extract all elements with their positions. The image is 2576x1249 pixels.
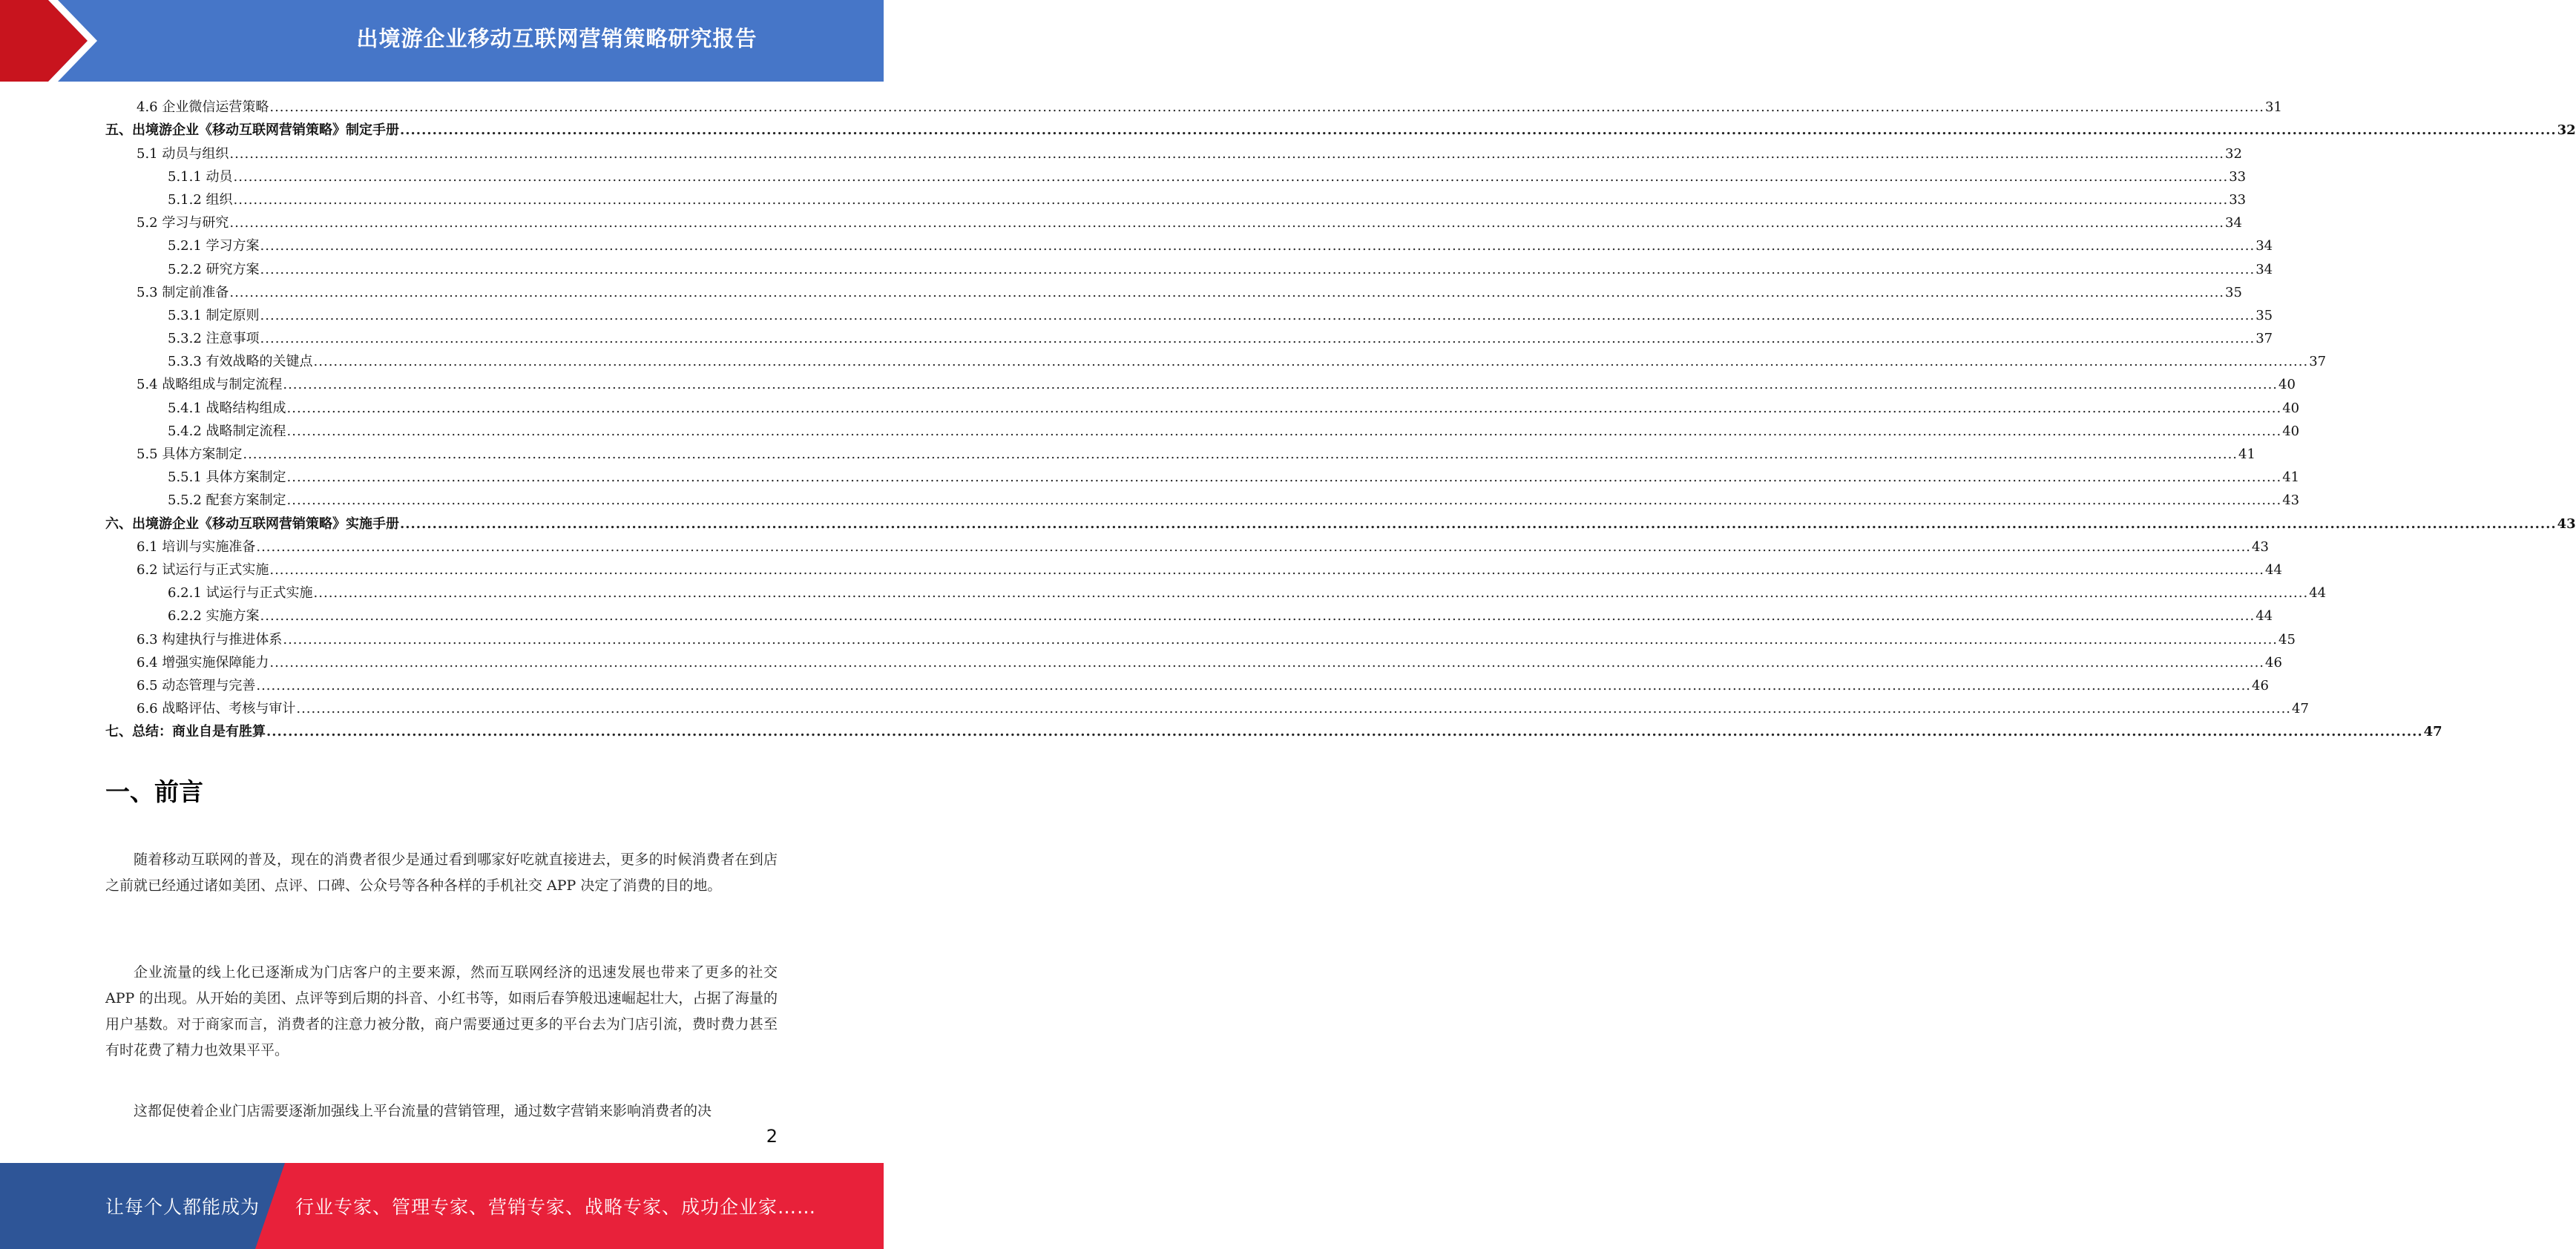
- toc-entry-label: 6.1 培训与实施准备: [137, 538, 256, 555]
- toc-entry[interactable]: [105, 210, 2242, 233]
- toc-leader-dots: ................................................................................................................................................................................................................................................................................................................................................................................................................: [269, 561, 2265, 578]
- toc-entry[interactable]: [105, 441, 2255, 464]
- paragraph-1: 随着移动互联网的普及，现在的消费者很少是通过看到哪家好吃就直接进去，更多的时候消费者在到店之前就已经通过诸如美团、点评、口碑、公众号等各种各样的手机社交 APP 决定了消费的目的地。: [105, 851, 778, 894]
- toc-leader-dots: ................................................................................................................................................................................................................................................................................................................................................................................................................: [269, 99, 2265, 116]
- toc-entry-page: 35: [2255, 307, 2273, 323]
- toc-entry[interactable]: [105, 395, 2300, 418]
- toc-entry-page: 32: [2225, 145, 2242, 162]
- toc-entry[interactable]: [105, 603, 2273, 626]
- toc-entry-page: 46: [2265, 654, 2282, 670]
- toc-entry[interactable]: [105, 280, 2242, 303]
- toc-entry[interactable]: [105, 372, 2296, 395]
- toc-entry[interactable]: [105, 487, 2300, 510]
- toc-leader-dots: ................................................................................................................................................................................................................................................................................................................................................................................................................: [233, 168, 2229, 185]
- toc-entry-page: 47: [2423, 724, 2442, 740]
- toc-entry[interactable]: [105, 303, 2273, 326]
- toc-entry-page: 41: [2282, 469, 2300, 486]
- toc-leader-dots: ................................................................................................................................................................................................................................................................................................................................................................................................................: [286, 469, 2282, 486]
- toc-entry[interactable]: [105, 326, 2273, 349]
- toc-entry-label: 5.3 制定前准备: [137, 284, 229, 300]
- page-footer: [0, 1163, 884, 1249]
- footer-slogan-right: 行业专家、管理专家、营销专家、战略专家、成功企业家……: [295, 1196, 817, 1218]
- toc-entry-label: 5.1.2 组织: [168, 191, 233, 208]
- toc-entry-page: 40: [2282, 423, 2300, 439]
- toc-entry[interactable]: [105, 164, 2247, 187]
- toc-entry-label: 6.6 战略评估、考核与审计: [137, 701, 296, 717]
- toc-leader-dots: ................................................................................................................................................................................................................................................................................................................................................................................................................: [229, 215, 2225, 231]
- toc-entry[interactable]: [105, 557, 2282, 580]
- toc-leader-dots: ................................................................................................................................................................................................................................................................................................................................................................................................................: [313, 354, 2309, 370]
- toc-entry-label: 五、出境游企业《移动互联网营销策略》制定手册: [105, 122, 399, 139]
- toc-entry-label: 6.2 试运行与正式实施: [137, 561, 269, 578]
- toc-entry-page: 47: [2292, 701, 2309, 717]
- footer-slogan-left: 让每个人都能成为: [105, 1196, 260, 1218]
- toc-entry[interactable]: [105, 580, 2327, 603]
- toc-entry-label: 5.1.1 动员: [168, 168, 233, 185]
- toc-entry[interactable]: [105, 696, 2309, 719]
- toc-entry[interactable]: [105, 673, 2269, 696]
- toc-leader-dots: ................................................................................................................................................................................................................................................................................................................................................................................................................: [260, 261, 2255, 277]
- toc-entry[interactable]: [105, 534, 2269, 557]
- toc-leader-dots: ................................................................................................................................................................................................................................................................................................................................................................................................................: [229, 284, 2225, 300]
- toc-leader-dots: ................................................................................................................................................................................................................................................................................................................................................................................................................: [313, 585, 2309, 602]
- toc-entry-page: 45: [2278, 631, 2296, 647]
- page-number: 2: [766, 1126, 778, 1147]
- toc-leader-dots: ................................................................................................................................................................................................................................................................................................................................................................................................................: [283, 377, 2278, 393]
- toc-entry[interactable]: [105, 719, 2442, 742]
- toc-entry-page: 31: [2265, 99, 2282, 116]
- toc-entry-page: 34: [2225, 215, 2242, 231]
- toc-entry-page: 33: [2229, 191, 2247, 208]
- toc-entry-page: 43: [2557, 515, 2576, 532]
- report-title: 出境游企业移动互联网营销策略研究报告: [356, 25, 758, 51]
- page-header: [0, 0, 884, 82]
- toc-entry-label: 4.6 企业微信运营策略: [137, 99, 269, 116]
- toc-entry-page: 34: [2255, 261, 2273, 277]
- toc-entry-label: 5.5 具体方案制定: [137, 446, 243, 462]
- toc-leader-dots: ................................................................................................................................................................................................................................................................................................................................................................................................................: [266, 724, 2423, 740]
- toc-entry[interactable]: [105, 626, 2296, 649]
- toc-entry-label: 5.2 学习与研究: [137, 215, 229, 231]
- toc-entry-label: 5.3.2 注意事项: [168, 331, 260, 347]
- toc-entry-label: 6.4 增强实施保障能力: [137, 654, 269, 670]
- toc-entry-page: 37: [2309, 354, 2327, 370]
- toc-entry-page: 43: [2282, 492, 2300, 509]
- toc-entry[interactable]: [105, 349, 2327, 372]
- toc-entry-label: 6.2.1 试运行与正式实施: [168, 585, 313, 602]
- toc-entry-label: 5.5.1 具体方案制定: [168, 469, 286, 486]
- toc-entry[interactable]: [105, 650, 2282, 673]
- toc-entry[interactable]: [105, 94, 2282, 117]
- toc-leader-dots: ................................................................................................................................................................................................................................................................................................................................................................................................................: [243, 446, 2238, 462]
- toc-leader-dots: ................................................................................................................................................................................................................................................................................................................................................................................................................: [229, 145, 2225, 162]
- toc-entry-label: 5.1 动员与组织: [137, 145, 229, 162]
- toc-entry[interactable]: [105, 510, 2576, 533]
- paragraph-2-block: [105, 960, 778, 1064]
- toc-entry-page: 34: [2255, 238, 2273, 254]
- toc-leader-dots: ................................................................................................................................................................................................................................................................................................................................................................................................................: [233, 191, 2229, 208]
- paragraph-2: 企业流量的线上化已逐渐成为门店客户的主要来源，然而互联网经济的迅速发展也带来了更多的社交 APP 的出现。从开始的美团、点评等到后期的抖音、小红书等，如雨后春笋般迅速崛起壮大，占据了海量的用户基数。对于商家而言，消费者的注意力被分散，商户需要通过更多的平台去为门店引流，费时费力甚至有时花费了精力也效果平平。: [105, 964, 778, 1058]
- paragraph-1-block: [105, 847, 778, 899]
- toc-leader-dots: ................................................................................................................................................................................................................................................................................................................................................................................................................: [260, 238, 2255, 254]
- table-of-contents: [105, 94, 2576, 742]
- toc-entry-label: 6.5 动态管理与完善: [137, 677, 256, 693]
- paragraph-3: 这都促使着企业门店需要逐渐加强线上平台流量的营销管理，通过数字营销来影响消费者的决: [134, 1103, 712, 1119]
- toc-entry-page: 32: [2557, 122, 2576, 139]
- toc-entry[interactable]: [105, 187, 2247, 210]
- toc-entry-page: 44: [2255, 608, 2273, 624]
- toc-leader-dots: ................................................................................................................................................................................................................................................................................................................................................................................................................: [260, 307, 2255, 323]
- toc-entry-label: 5.3.1 制定原则: [168, 307, 260, 323]
- toc-entry-page: 41: [2238, 446, 2255, 462]
- toc-entry-label: 5.5.2 配套方案制定: [168, 492, 286, 509]
- toc-entry-label: 七、总结：商业自是有胜算: [105, 724, 266, 740]
- toc-entry[interactable]: [105, 117, 2576, 140]
- toc-leader-dots: ................................................................................................................................................................................................................................................................................................................................................................................................................: [400, 122, 2557, 139]
- toc-entry-page: 37: [2255, 331, 2273, 347]
- toc-leader-dots: ................................................................................................................................................................................................................................................................................................................................................................................................................: [260, 608, 2255, 624]
- toc-entry-label: 5.2.1 学习方案: [168, 238, 260, 254]
- toc-entry[interactable]: [105, 233, 2273, 256]
- toc-entry-page: 40: [2282, 400, 2300, 416]
- toc-leader-dots: ................................................................................................................................................................................................................................................................................................................................................................................................................: [260, 331, 2255, 347]
- toc-entry[interactable]: [105, 256, 2273, 279]
- toc-entry-label: 六、出境游企业《移动互联网营销策略》实施手册: [105, 515, 399, 532]
- toc-entry[interactable]: [105, 418, 2300, 441]
- toc-leader-dots: ................................................................................................................................................................................................................................................................................................................................................................................................................: [269, 654, 2265, 670]
- header-chevron-icon: [0, 0, 119, 82]
- toc-entry[interactable]: [105, 464, 2300, 487]
- toc-leader-dots: ................................................................................................................................................................................................................................................................................................................................................................................................................: [286, 400, 2282, 416]
- toc-entry-label: 6.3 构建执行与推进体系: [137, 631, 283, 647]
- section-heading: 一、前言: [105, 777, 203, 806]
- toc-leader-dots: ................................................................................................................................................................................................................................................................................................................................................................................................................: [256, 677, 2252, 693]
- toc-entry-page: 44: [2309, 585, 2327, 602]
- toc-entry-label: 5.4 战略组成与制定流程: [137, 377, 283, 393]
- toc-entry-page: 33: [2229, 168, 2247, 185]
- toc-entry[interactable]: [105, 140, 2242, 163]
- toc-entry-label: 6.2.2 实施方案: [168, 608, 260, 624]
- toc-entry-page: 35: [2225, 284, 2242, 300]
- toc-leader-dots: ................................................................................................................................................................................................................................................................................................................................................................................................................: [296, 701, 2292, 717]
- toc-leader-dots: ................................................................................................................................................................................................................................................................................................................................................................................................................: [256, 538, 2252, 555]
- toc-entry-label: 5.4.1 战略结构组成: [168, 400, 286, 416]
- toc-entry-label: 5.4.2 战略制定流程: [168, 423, 286, 439]
- toc-leader-dots: ................................................................................................................................................................................................................................................................................................................................................................................................................: [283, 631, 2278, 647]
- toc-leader-dots: ................................................................................................................................................................................................................................................................................................................................................................................................................: [286, 423, 2282, 439]
- toc-entry-page: 46: [2252, 677, 2269, 693]
- paragraph-3-block: [105, 1098, 778, 1124]
- toc-entry-page: 43: [2252, 538, 2269, 555]
- toc-entry-page: 40: [2278, 377, 2296, 393]
- toc-leader-dots: ................................................................................................................................................................................................................................................................................................................................................................................................................: [286, 492, 2282, 509]
- toc-entry-label: 5.3.3 有效战略的关键点: [168, 354, 313, 370]
- toc-entry-label: 5.2.2 研究方案: [168, 261, 260, 277]
- toc-leader-dots: ................................................................................................................................................................................................................................................................................................................................................................................................................: [400, 515, 2557, 532]
- toc-entry-page: 44: [2265, 561, 2282, 578]
